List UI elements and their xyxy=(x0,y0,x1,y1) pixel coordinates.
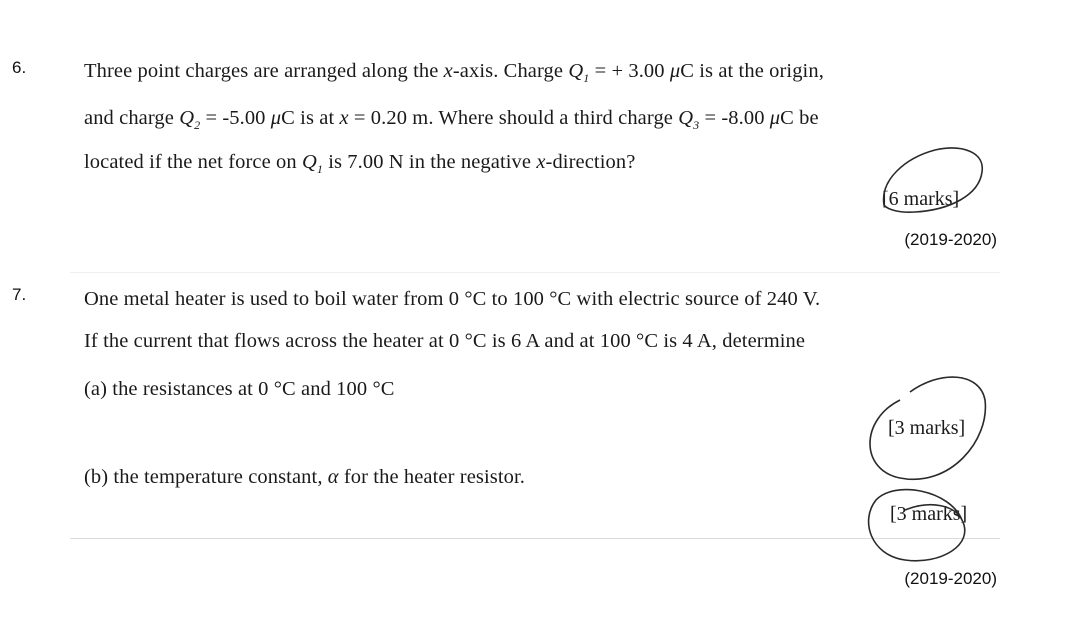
question-6-line-1: Three point charges are arranged along the x-axis. Charge $Q_1$ = + 3.00 μC is at the origin, xyxy=(84,60,824,86)
question-7-part-a: (a) the resistances at 0 °C and 100 °C xyxy=(84,378,395,400)
question-6-year: (2019-2020) xyxy=(904,230,997,249)
question-6-number: 6. xyxy=(12,58,27,77)
question-7-line-2: If the current that flows across the heater at 0 °C is 6 A and at 100 °C is 4 A, determine xyxy=(84,330,806,352)
question-7-number: 7. xyxy=(12,285,27,304)
question-6-line-2: and charge $Q_2 = -5.00$ μC is at x = 0.20 m. Where should a third charge $Q_3 = -8.00$ μC be xyxy=(84,107,819,133)
question-7-line-1: One metal heater is used to boil water from 0 °C to 100 °C with electric source of 240 V. xyxy=(84,288,821,310)
question-6-line-3: located if the net force on $Q_1$ is 7.00 N in the negative x-direction? xyxy=(84,151,636,177)
question-6-marks: [6 marks] xyxy=(882,188,960,210)
question-7-year: (2019-2020) xyxy=(904,569,997,588)
question-7-part-a-marks: [3 marks] xyxy=(888,417,966,439)
question-7-part-b: (b) the temperature constant, α for the heater resistor. xyxy=(84,466,526,488)
question-7-part-b-marks: [3 marks] xyxy=(890,503,968,525)
section-divider xyxy=(70,272,1000,273)
scan-line xyxy=(70,538,1000,539)
